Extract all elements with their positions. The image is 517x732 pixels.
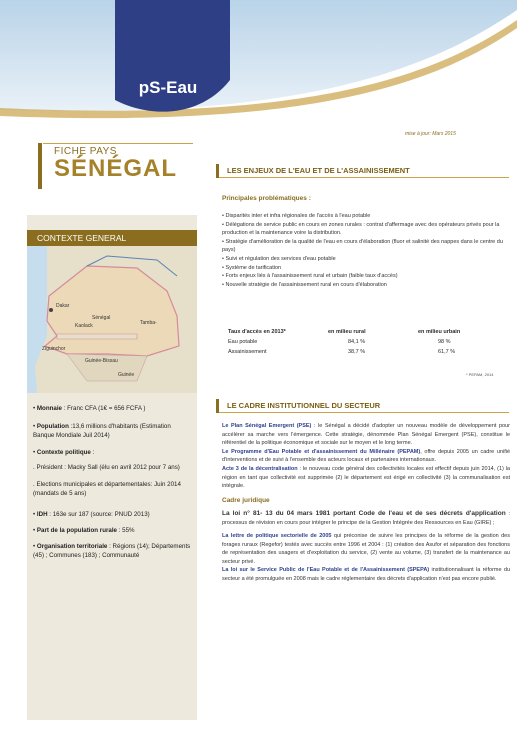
context-item: • Organisation territoriale : Régions (14); Départements (45) ; Communes (183) ; Communauté [33,543,191,559]
update-date: mise à jour: Mars 2015 [405,131,456,137]
table-row [228,347,498,357]
paragraph: Le Programme d'Eau Potable et d'assainissement du Millénaire (PEPAM), offre depuis 2005 un cadre unifié d'interventions et de suivi à l'ensemble des acteurs locaux et partenaires internationaux. [222,448,510,464]
bullet-item: • Suivi et régulation des services d'eau potable [222,255,336,262]
table-header: en milieu rural [328,329,366,335]
table-header-row [228,327,498,337]
bullet-item: • Nouvelle stratégie de l'assainissement rural en cours d'élaboration [222,281,387,288]
table-cell: Assainissement [228,349,267,355]
map-label-ziguinchor: Ziguinchor [42,346,66,352]
map-label-kaolack: Kaolack [75,323,93,329]
juridique-heading: Cadre juridique [222,496,270,504]
paragraph: Le Plan Sénégal Emergent (PSE) : le Sénégal a décidé d'adopter un nouveau modèle de développement pour accélérer sa marche vers l'émergence. Cette stratégie, dénommée Plan Sénégal Emergent (PSE), constitue le référentiel de la politique économique et sociale sur le moyen et le long terme. [222,423,510,447]
country-name: SÉNÉGAL [54,155,178,182]
context-item: • Monnaie : Franc CFA (1€ = 656 FCFA ) [33,405,146,412]
map-label-tamba: Tamba- [140,320,157,326]
bullet-item: • Disparités inter et infra régionales de l'accès à l'eau potable [222,213,371,219]
map-label-senegal: Sénégal [92,315,111,321]
paragraph: La lettre de politique sectorielle de 2005 qui préconise de suivre les principes de la réforme de la gestion des forages ruraux (Regefor) testés avec succès entre 1996 et 2004 : (1) création des Asufor et séparation des fonctions de représentation des usagers et d'exploitation du service, (2) vente au volume, (3) transfert de la maintenance au secteur privé. [222,532,510,565]
enjeux-bullets [222,212,510,289]
enjeux-rule [219,177,509,178]
context-item: . Elections municipales et départementales: Juin 2014 (mandats de 5 ans) [33,481,181,497]
header-banner [0,0,517,130]
title-accent-bar [38,143,42,189]
table-source: * PEPAM, 2014 [466,372,494,377]
map-label-dakar: Dakar [56,303,70,309]
cadre-title: LE CADRE INSTITUTIONNEL DU SECTEUR [227,401,381,410]
context-item: • Population :13,6 millions d'habitants (Estimation Banque Mondiale Juil 2014) [33,423,171,439]
enjeux-title: LES ENJEUX DE L'EAU ET DE L'ASSAINISSEMENT [227,166,410,175]
bullet-item: • Délégations de service public en cours en zones rurales : contrat d'affermage avec des opérateurs privés pour la production et la maintenance voire la distribution. [222,221,500,237]
map-label-guinee: Guinée [118,372,135,378]
cadre-rule [219,412,509,413]
paragraph: Acte 3 de la décentralisation : le nouveau code général des collectivités locales est effectif depuis juin 2014, (1) la région en tant que collectivité est supprimée (2) le département est érigé en collectivité (3) la communalisation est intégrale. [222,465,510,490]
cadre-accent-bar [216,399,219,413]
logo: pS-Eau [138,78,198,97]
table-cell: 98 % [438,339,451,345]
table-cell: Eau potable [228,339,258,345]
enjeux-accent-bar [216,164,219,178]
context-list [33,404,193,560]
map-label-guinee-bissau: Guinée-Bissau [85,358,118,364]
bullet-item: • Système de tarification [222,264,282,271]
cadre-body [222,422,510,584]
context-item: • Contexte politique : [33,449,95,456]
table-row [228,337,498,347]
enjeux-subtitle: Principales problématiques : [222,195,311,202]
table-cell: 61,7 % [438,349,456,355]
title-rule [43,143,193,144]
table-cell: 38,7 % [348,349,366,355]
context-item: • Part de la population rurale : 55% [33,527,135,534]
access-table [228,327,498,357]
paragraph: La loi n° 81- 13 du 04 mars 1981 portant Code de l'eau et de ses décrets d'application : processus de révision en cours pour intégrer le principe de la Gestion Intégrée des Ressources en Eau (GIRE) ; [222,510,510,527]
table-header: en milieu urbain [418,329,461,335]
fiche-label: FICHE PAYS [54,146,117,157]
table-header: Taux d'accès en 2013* [228,329,286,335]
bullet-item: • Stratégie d'amélioration de la qualité de l'eau en cours d'élaboration (fluor et salinité des nappes dans le centre du pays) [222,238,503,254]
context-item: • IDH : 163e sur 187 (source: PNUD 2013) [33,511,150,518]
country-map [27,246,197,393]
table-cell: 84,1 % [348,339,366,345]
context-title: CONTEXTE GENERAL [27,230,197,246]
bullet-item: • Forts enjeux liés à l'assainissement rural et urbain (faible taux d'accès) [222,273,398,280]
context-item: . Président : Macky Sall (élu en avril 2012 pour 7 ans) [33,464,180,471]
paragraph: La loi sur le Service Public de l'Eau Potable et de l'Assainissement (SPEPA) institutionnalisant la réforme du secteur a été promulguée en 2008 mais le cadre réglementaire des décrets d'application n'est pas encore publié. [222,567,510,582]
